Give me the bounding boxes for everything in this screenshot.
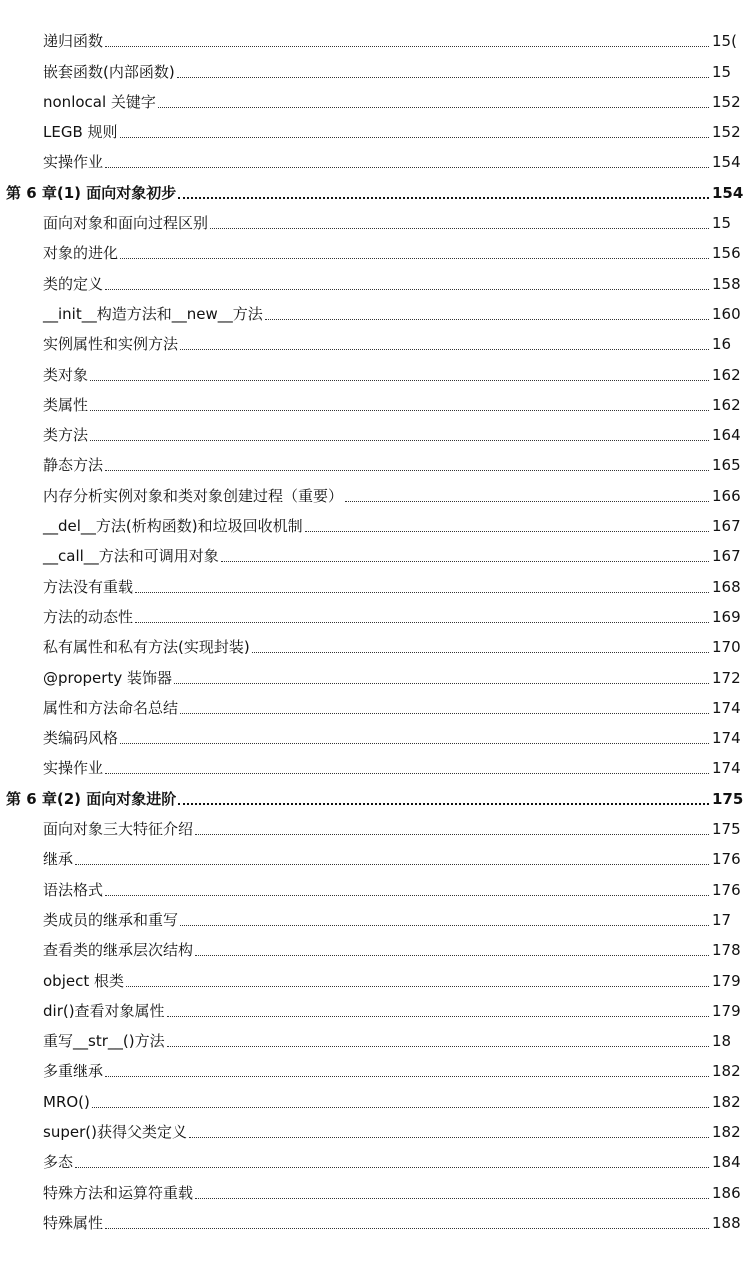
toc-entry[interactable] <box>0 602 741 632</box>
toc-entry-line <box>43 426 741 445</box>
toc-entry[interactable] <box>0 1147 741 1177</box>
toc-entry[interactable] <box>0 905 732 935</box>
toc-entry-page-number: 17 <box>712 910 732 929</box>
toc-entry[interactable] <box>0 238 741 268</box>
toc-entry-title: 查看类的继承层次结构 <box>43 941 194 960</box>
toc-entry-page-number: 172 <box>712 668 741 687</box>
toc-entry-title: 类对象 <box>43 365 89 384</box>
toc-entry-line <box>43 92 741 111</box>
toc-entry-line <box>43 1183 741 1202</box>
toc-entry-line <box>43 244 741 263</box>
toc-entry-page-number: 174 <box>712 698 741 717</box>
toc-entry[interactable] <box>0 1177 741 1207</box>
toc-entry-line <box>43 729 741 748</box>
dot-leader <box>126 986 709 987</box>
toc-entry[interactable] <box>0 1026 732 1056</box>
toc-entry-line <box>43 1032 732 1050</box>
toc-entry-page-number: 174 <box>712 729 741 748</box>
toc-entry-line <box>43 759 741 778</box>
dot-leader <box>120 258 709 259</box>
toc-entry[interactable] <box>0 814 741 844</box>
dot-leader <box>105 1228 709 1229</box>
toc-entry-page-number: 164 <box>712 426 741 445</box>
toc-entry[interactable] <box>0 147 741 177</box>
toc-entry-line <box>43 153 741 172</box>
toc-entry[interactable] <box>0 117 741 147</box>
toc-entry-page-number: 156 <box>712 244 741 263</box>
toc-entry-line <box>43 365 741 384</box>
dot-leader <box>180 713 709 714</box>
toc-entry[interactable] <box>0 996 741 1026</box>
toc-entry[interactable] <box>0 874 741 904</box>
toc-entry-page-number: 182 <box>712 1062 741 1081</box>
toc-entry[interactable] <box>0 208 732 238</box>
toc-entry[interactable] <box>0 965 741 995</box>
dot-leader <box>221 561 709 562</box>
toc-entry[interactable] <box>0 480 741 510</box>
dot-leader <box>92 1107 709 1108</box>
dot-leader <box>135 622 709 623</box>
toc-chapter-entry[interactable] <box>0 783 743 813</box>
toc-entry[interactable] <box>0 359 741 389</box>
toc-entry-page-number: 178 <box>712 941 741 960</box>
toc-entry[interactable] <box>0 1086 741 1116</box>
toc-entry-page-number: 15 <box>712 62 732 81</box>
toc-entry-title: object 根类 <box>43 971 124 990</box>
toc-entry[interactable] <box>0 1117 741 1147</box>
toc-entry-page-number: 167 <box>712 517 741 536</box>
toc-entry-page-number: 179 <box>712 1001 741 1020</box>
dot-leader <box>90 410 709 411</box>
toc-entry-page-number: 15 <box>712 214 732 233</box>
dot-leader <box>105 1076 709 1077</box>
toc-entry-title: 类编码风格 <box>43 729 119 748</box>
toc-entry-page-number: 175 <box>712 789 743 808</box>
toc-entry-title: 静态方法 <box>43 456 104 475</box>
toc-entry[interactable] <box>0 329 732 359</box>
toc-entry-line <box>43 971 741 990</box>
toc-entry-page-number: 160 <box>712 304 741 323</box>
toc-entry[interactable] <box>0 390 741 420</box>
toc-entry-page-number: 152 <box>712 92 741 111</box>
toc-entry-line <box>43 214 732 232</box>
toc-entry-page-number: 174 <box>712 759 741 778</box>
toc-entry-title: nonlocal 关键字 <box>43 92 156 111</box>
toc-entry-title: 实例属性和实例方法 <box>43 335 179 354</box>
toc-entry-page-number: 154 <box>712 183 743 202</box>
toc-entry[interactable] <box>0 268 741 298</box>
dot-leader <box>120 743 709 744</box>
toc-entry-line <box>43 63 732 81</box>
toc-entry-line <box>43 1092 741 1111</box>
dot-leader <box>120 137 709 138</box>
toc-entry-title: 特殊属性 <box>43 1213 104 1232</box>
toc-entry-line <box>43 850 741 869</box>
toc-entry[interactable] <box>0 26 737 56</box>
toc-entry[interactable] <box>0 299 741 329</box>
toc-entry-page-number: 175 <box>712 820 741 839</box>
toc-entry-page-number: 188 <box>712 1213 741 1232</box>
dot-leader <box>210 228 709 229</box>
toc-entry-page-number: 166 <box>712 486 741 505</box>
toc-chapter-entry[interactable] <box>0 177 743 207</box>
toc-entry-title: 第 6 章(1) 面向对象初步 <box>6 183 177 202</box>
toc-entry-line <box>43 820 741 839</box>
dot-leader <box>305 531 709 532</box>
toc-entry-line <box>43 1153 741 1172</box>
toc-entry-page-number: 167 <box>712 547 741 566</box>
toc-entry-title: 多态 <box>43 1153 74 1172</box>
toc-entry-title: 类方法 <box>43 426 89 445</box>
toc-entry-line <box>43 668 741 687</box>
dot-leader <box>167 1046 709 1047</box>
toc-entry[interactable] <box>0 511 741 541</box>
toc-entry-page-number: 154 <box>712 153 741 172</box>
toc-entry-title: 方法的动态性 <box>43 607 134 626</box>
toc-entry-title: 面向对象和面向过程区别 <box>43 214 209 233</box>
toc-entry-page-number: 184 <box>712 1153 741 1172</box>
toc-entry-line <box>43 1001 741 1020</box>
toc-entry-line <box>43 547 741 566</box>
toc-entry[interactable] <box>0 571 741 601</box>
dot-leader <box>90 380 709 381</box>
toc-entry-page-number: 18 <box>712 1032 732 1051</box>
toc-entry-page-number: 182 <box>712 1092 741 1111</box>
toc-entry-title: 实操作业 <box>43 153 104 172</box>
toc-entry[interactable] <box>0 632 741 662</box>
toc-entry-line <box>43 1213 741 1232</box>
dot-leader <box>158 107 709 108</box>
toc-entry-line <box>43 456 741 475</box>
toc-entry-page-number: 179 <box>712 971 741 990</box>
toc-entry-line <box>43 304 741 323</box>
toc-entry-line <box>43 1122 741 1141</box>
dot-leader <box>178 197 709 199</box>
toc-entry-title: dir()查看对象属性 <box>43 1001 165 1020</box>
toc-entry-line <box>43 638 741 657</box>
dot-leader <box>75 1167 709 1168</box>
toc-entry-title: 属性和方法命名总结 <box>43 698 179 717</box>
dot-leader <box>252 652 709 653</box>
toc-entry-line <box>43 486 741 505</box>
dot-leader <box>174 683 709 684</box>
toc-entry-page-number: 16 <box>712 335 732 354</box>
dot-leader <box>195 955 709 956</box>
dot-leader <box>180 925 709 926</box>
toc-entry-line <box>43 911 732 929</box>
toc-entry-page-number: 158 <box>712 274 741 293</box>
dot-leader <box>75 864 709 865</box>
toc-entry-title: 类的定义 <box>43 274 104 293</box>
dot-leader <box>105 289 709 290</box>
dot-leader <box>195 834 709 835</box>
toc-entry-line <box>43 1062 741 1081</box>
toc-entry[interactable] <box>0 723 741 753</box>
toc-entry[interactable] <box>0 87 741 117</box>
toc-entry-title: 对象的进化 <box>43 244 119 263</box>
toc-entry-page-number: 186 <box>712 1183 741 1202</box>
toc-entry-line <box>43 941 741 960</box>
toc-entry-page-number: 176 <box>712 880 741 899</box>
dot-leader <box>345 501 709 502</box>
toc-entry-line <box>43 880 741 899</box>
toc-entry-title: @property 装饰器 <box>43 668 172 687</box>
toc-entry[interactable] <box>0 420 741 450</box>
toc-entry[interactable] <box>0 753 741 783</box>
toc-entry-line <box>43 123 741 142</box>
toc-entry-page-number: 15( <box>712 32 737 51</box>
toc-entry-title: 多重继承 <box>43 1062 104 1081</box>
toc-entry-title: MRO() <box>43 1092 90 1111</box>
dot-leader <box>178 803 709 805</box>
dot-leader <box>105 167 709 168</box>
toc-entry-page-number: 152 <box>712 123 741 142</box>
dot-leader <box>177 77 709 78</box>
toc-entry-title: super()获得父类定义 <box>43 1122 187 1141</box>
toc-entry-line <box>43 517 741 536</box>
dot-leader <box>90 440 709 441</box>
toc-entry[interactable] <box>0 450 741 480</box>
toc-entry-page-number: 170 <box>712 638 741 657</box>
toc-entry-page-number: 165 <box>712 456 741 475</box>
dot-leader <box>265 319 709 320</box>
dot-leader <box>135 592 709 593</box>
toc-entry-title: 重写__str__()方法 <box>43 1032 165 1051</box>
toc-entry-title: 实操作业 <box>43 759 104 778</box>
toc-entry-page-number: 169 <box>712 607 741 626</box>
toc-entry-page-number: 182 <box>712 1122 741 1141</box>
dot-leader <box>180 349 709 350</box>
toc-entry-title: 方法没有重载 <box>43 577 134 596</box>
toc-entry-title: 递归函数 <box>43 32 104 51</box>
dot-leader <box>189 1137 709 1138</box>
toc-entry-line <box>43 335 732 353</box>
toc-entry[interactable] <box>0 1056 741 1086</box>
toc-entry-page-number: 168 <box>712 577 741 596</box>
toc-entry[interactable] <box>0 1208 741 1238</box>
toc-entry-line <box>43 395 741 414</box>
toc-entry-page-number: 162 <box>712 365 741 384</box>
dot-leader <box>167 1016 709 1017</box>
toc-entry-title: 语法格式 <box>43 880 104 899</box>
toc-entry-title: 类属性 <box>43 395 89 414</box>
toc-entry-title: 特殊方法和运算符重载 <box>43 1183 194 1202</box>
toc-entry[interactable] <box>0 662 741 692</box>
dot-leader <box>105 773 709 774</box>
toc-entry-line <box>43 607 741 626</box>
dot-leader <box>105 46 709 47</box>
toc-entry-title: __del__方法(析构函数)和垃圾回收机制 <box>43 517 303 536</box>
toc-entry-title: LEGB 规则 <box>43 123 118 142</box>
toc-entry[interactable] <box>0 935 741 965</box>
toc-entry-title: 继承 <box>43 850 74 869</box>
toc-entry-line <box>43 32 737 51</box>
toc-entry[interactable] <box>0 56 732 86</box>
dot-leader <box>105 895 709 896</box>
dot-leader <box>195 1198 709 1199</box>
toc-entry-page-number: 162 <box>712 395 741 414</box>
toc-entry[interactable] <box>0 541 741 571</box>
toc-entry-line <box>43 577 741 596</box>
toc-entry-title: 内存分析实例对象和类对象创建过程（重要） <box>43 486 344 505</box>
table-of-contents <box>0 26 743 1238</box>
toc-entry-line <box>43 274 741 293</box>
toc-entry-title: 私有属性和私有方法(实现封装) <box>43 638 250 657</box>
toc-entry-title: 嵌套函数(内部函数) <box>43 62 175 81</box>
dot-leader <box>105 470 709 471</box>
toc-entry-title: 类成员的继承和重写 <box>43 910 179 929</box>
toc-entry-title: __call__方法和可调用对象 <box>43 547 219 566</box>
toc-entry-line <box>6 789 743 808</box>
toc-entry-title: 面向对象三大特征介绍 <box>43 820 194 839</box>
toc-entry[interactable] <box>0 693 741 723</box>
toc-entry-title: 第 6 章(2) 面向对象进阶 <box>6 789 177 808</box>
toc-entry-title: __init__构造方法和__new__方法 <box>43 304 263 323</box>
toc-entry-line <box>6 183 743 202</box>
toc-entry-page-number: 176 <box>712 850 741 869</box>
toc-entry[interactable] <box>0 844 741 874</box>
toc-entry-line <box>43 698 741 717</box>
